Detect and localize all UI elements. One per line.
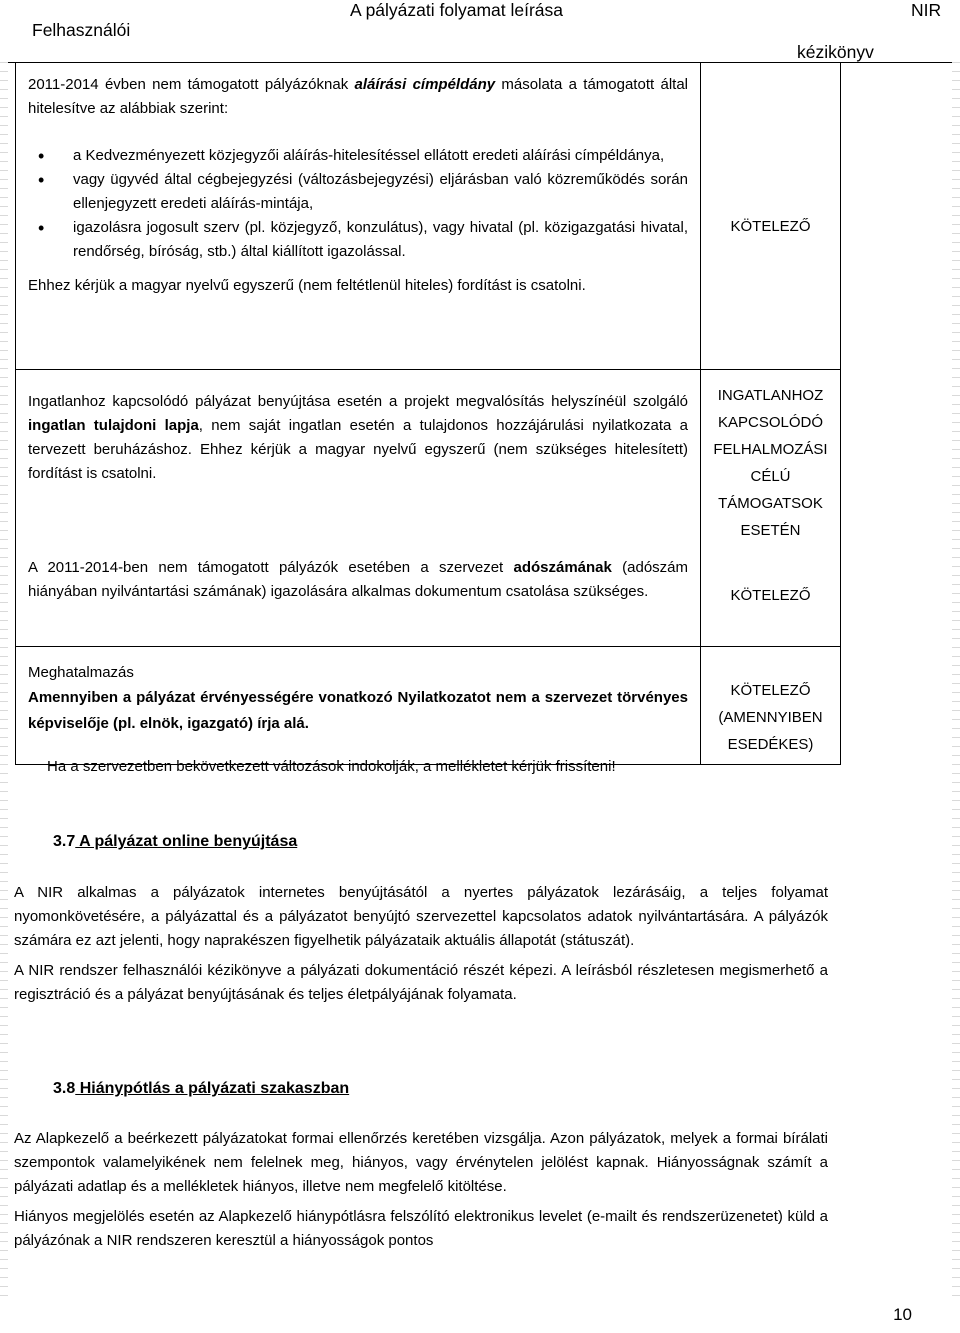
row1-intro-rest: másolata a támogatott által hitelesítve az alábbiak szerint: — [28, 76, 688, 117]
row1-description — [16, 63, 701, 370]
row2-status-line: INGATLANHOZ — [717, 387, 824, 404]
left-margin-dots — [0, 62, 8, 1303]
section-title: A pályázat online benyújtása — [75, 833, 298, 850]
row1-intro-text: 2011-2014 évben nem támogatott pályázóknak — [28, 76, 355, 93]
row2-status-required: KÖTELEZŐ — [730, 587, 811, 604]
row2-description — [16, 370, 701, 647]
list-item: • vagy ügyvéd által cégbejegyzési (változásbejegyzési) eljárásban való közreműködés során ellenjegyzett eredeti aláírás-mintája, — [28, 168, 688, 216]
paragraph: Az Alapkezelő a beérkezett pályázatokat formai ellenőrzés keretében vizsgálja. Azon pályázatok, melyek a formai bírálati szempontok valamelyikének nem felelnek meg, hiányos, vagy érvénytelen jelölést kapnak. Hiányosságnak számít a pályázati adatlap és a mellékletek hiányos, illetve nem megfelelő kitöltése. — [14, 1130, 828, 1195]
section-3-7-body — [14, 881, 828, 1007]
row2-taxnumber-text — [28, 556, 688, 604]
row2-p1-text: Ingatlanhoz kapcsolódó pályázat benyújtása esetén a projekt megvalósítás helyszínéül szolgáló — [28, 393, 688, 410]
page-header — [0, 0, 960, 62]
row2-p2-emphasis: adószámának — [513, 559, 612, 576]
paragraph: A NIR alkalmas a pályázatok internetes benyújtásától a nyertes pályázatok lezárásáig, a teljes folyamat nyomonkövetésére, a pályázattal és a pályázatot benyújtó szervezettel kapcsolatos adatok nyilvántartására. A pályázók számára ez azt jelenti, hogy naprakészen figyelhetik pályázataik aktuális állapotát (státuszát). — [14, 884, 828, 949]
list-item: • igazolásra jogosult szerv (pl. közjegyző, konzulátus), vagy hivatal (pl. közigazgatási hivatal, rendőrség, bíróság, stb.) által kiállított igazolással. — [28, 216, 688, 264]
row1-bullet-list — [28, 144, 688, 264]
table-row — [16, 370, 841, 647]
section-heading-3-8 — [53, 1080, 349, 1098]
row2-status-line: CÉLÚ — [750, 468, 791, 485]
paragraph: A NIR rendszer felhasználói kézikönyve a pályázati dokumentáció részét képezi. A leírásból részletesen megismerhető a regisztráció és a pályázat benyújtásának és teljes életpályájának folyamata. — [14, 962, 828, 1003]
row1-status: KÖTELEZŐ — [701, 63, 841, 370]
right-margin-dots — [952, 62, 960, 1303]
header-right: NIR — [911, 0, 942, 20]
page-number: 10 — [893, 1305, 912, 1324]
row2-p1-emphasis: ingatlan tulajdoni lapja — [28, 417, 199, 434]
header-sub: kézikönyv — [797, 42, 874, 62]
row1-intro — [28, 73, 688, 121]
section-title: Hiánypótlás a pályázati szakaszban — [75, 1080, 350, 1097]
section-number: 3.8 — [53, 1080, 76, 1097]
section-number: 3.7 — [53, 833, 76, 850]
row3-status-line: ESEDÉKES) — [727, 736, 814, 753]
row3-status — [701, 647, 841, 765]
header-center: A pályázati folyamat leírása — [350, 0, 564, 20]
row2-p2-text: A 2011-2014-ben nem támogatott pályázók esetében a szervezet — [28, 559, 514, 576]
row2-p2-rest: (adószám hiányában nyilvántartási számának) igazolására alkalmas dokumentum csatolása szükséges. — [28, 559, 689, 600]
row3-description — [16, 647, 701, 765]
row2-status-line: TÁMOGATSOK — [718, 495, 823, 512]
row1-note: Ehhez kérjük a magyar nyelvű egyszerű (nem feltétlenül hiteles) fordítást is csatolni. — [28, 277, 586, 294]
row1-intro-emphasis: aláírási címpéldány — [354, 76, 496, 93]
section-3-8-body — [14, 1127, 828, 1253]
paragraph: Hiányos megjelölés esetén az Alapkezelő hiánypótlásra felszólító elektronikus levelet (e-mailt és rendszerüzenetet) küld a pályázónak a NIR rendszeren keresztül a hiányosságok pontos — [14, 1208, 828, 1249]
row3-status-line: (AMENNYIBEN — [718, 709, 823, 726]
row2-status-line: FELHALMOZÁSI — [713, 441, 828, 458]
row3-bold-text: Amennyiben a pályázat érvényességére vonatkozó Nyilatkozatot nem a szervezet törvényes képviselője (pl. elnök, igazgató) írja alá. — [28, 689, 688, 732]
row2-p1-rest: , nem saját ingatlan esetén a tulajdonos hozzájárulási nyilatkozata a tervezett beruházáshoz. Ehhez kérjük a magyar nyelvű egyszerű (nem szükséges hitelesített) fordítást is csatolni. — [28, 417, 688, 482]
row2-status-line: ESETÉN — [740, 522, 801, 539]
header-left: Felhasználói — [32, 20, 131, 40]
requirements-table — [15, 62, 841, 765]
section-heading-3-7 — [53, 833, 297, 851]
row2-status — [701, 370, 841, 647]
after-table-note: Ha a szervezetben bekövetkezett változások indokolják, a mellékletet kérjük frissíteni! — [47, 758, 616, 775]
row3-status-line: KÖTELEZŐ — [730, 682, 811, 699]
table-row — [16, 63, 841, 370]
row3-title: Meghatalmazás — [28, 664, 134, 681]
table-row — [16, 647, 841, 765]
row2-status-line: KAPCSOLÓDÓ — [717, 414, 824, 431]
list-item: • a Kedvezményezett közjegyzői aláírás-hitelesítéssel ellátott eredeti aláírási címpéldánya, — [28, 144, 688, 168]
row2-property-text — [28, 390, 688, 486]
